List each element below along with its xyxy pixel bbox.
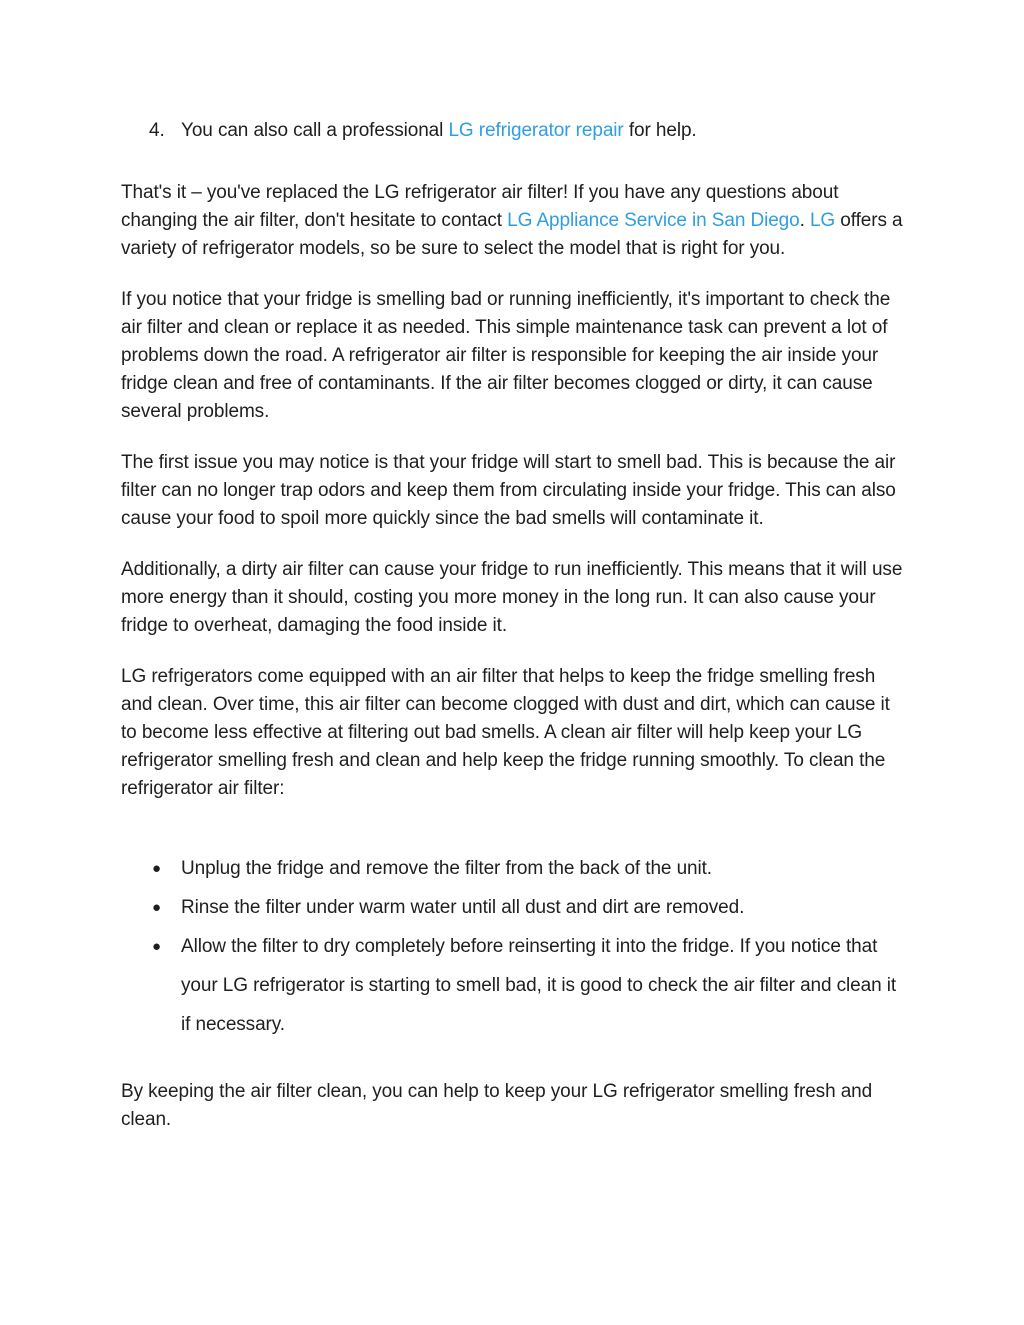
numbered-list-item [121,117,903,145]
list-item [121,849,903,888]
paragraph-inefficiency: Additionally, a dirty air filter can cause your fridge to run inefficiently. This means that it will use more energy than it should, costing you more money in the long run. It can also cause your fridge to overheat, damaging the food inside it. [121,559,903,636]
bullet-text: Unplug the fridge and remove the filter from the back of the unit. [181,858,712,879]
list-item [121,888,903,927]
list-number: 4. [149,120,165,141]
document-body [121,117,903,1134]
bullet-text: Allow the filter to dry completely before reinserting it into the fridge. If you notice that your LG refrigerator is starting to smell bad, it is good to check the air filter and clean it if necessary. [181,936,897,1035]
list-item-text-before: You can also call a professional [181,120,449,141]
paragraph-text-after: offers a variety of refrigerator models, so be sure to select the model that is right for you. [121,210,903,259]
bullet-text: Rinse the filter under warm water until all dust and dirt are removed. [181,897,745,918]
paragraph-first-issue: The first issue you may notice is that your fridge will start to smell bad. This is because the air filter can no longer trap odors and keep them from circulating inside your fridge. This can also cause your food to spoil more quickly since the bad smells will contaminate it. [121,452,896,529]
list-item [121,927,903,1044]
bullet-icon: ● [152,938,161,955]
paragraph-text-before: That's it – you've replaced the LG refrigerator air filter! If you have any questions about changing the air filter, don't hesitate to contact [121,182,839,231]
lg-refrigerator-repair-link[interactable]: LG refrigerator repair [448,120,624,141]
paragraph-text-mid: . [799,210,810,231]
cleaning-steps-list [121,849,903,1044]
paragraph-replaced-filter [121,179,903,263]
lg-appliance-service-link[interactable]: LG Appliance Service in San Diego [507,210,800,231]
paragraph-smelling-bad: If you notice that your fridge is smelling bad or running inefficiently, it's important to check the air filter and clean or replace it as needed. This simple maintenance task can prevent a lot of problems down the road. A refrigerator air filter is responsible for keeping the air inside your fridge clean and free of contaminants. If the air filter becomes clogged or dirty, it can cause several problems. [121,289,891,422]
list-item-text-after: for help. [623,120,697,141]
bullet-icon: ● [152,899,161,916]
lg-link[interactable]: LG [809,210,836,231]
bullet-icon: ● [152,860,161,877]
paragraph-closing: By keeping the air filter clean, you can help to keep your LG refrigerator smelling fresh and clean. [121,1081,873,1130]
paragraph-lg-refrigerators: LG refrigerators come equipped with an air filter that helps to keep the fridge smelling fresh and clean. Over time, this air filter can become clogged with dust and dirt, which can cause it to become less effective at filtering out bad smells. A clean air filter will help keep your LG refrigerator smelling fresh and clean and help keep the fridge running smoothly. To clean the refrigerator air filter: [121,666,890,799]
